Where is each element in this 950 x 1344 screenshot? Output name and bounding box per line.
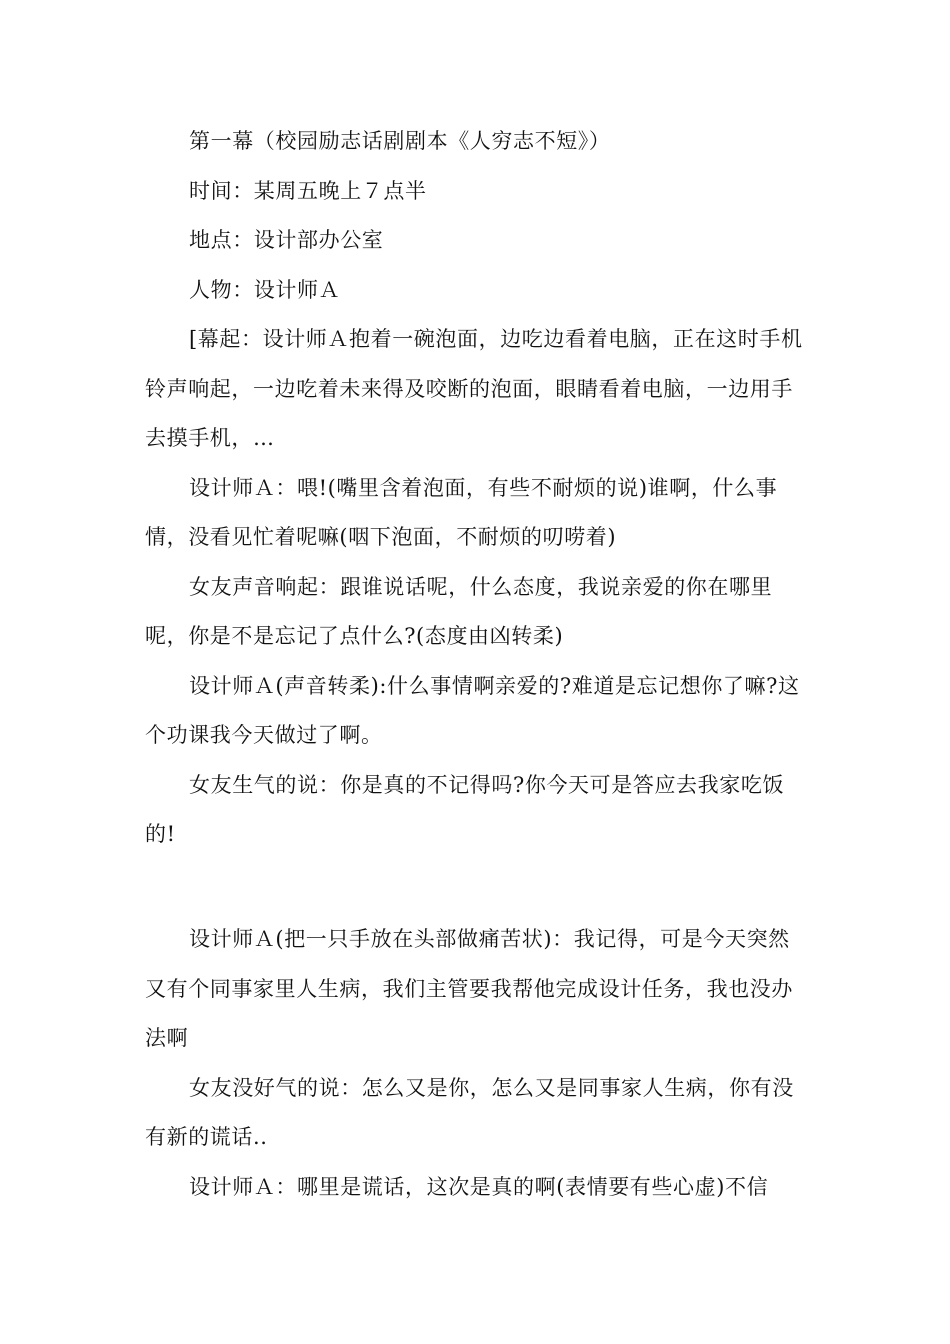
time-line: 时间：某周五晚上７点半: [189, 178, 427, 203]
script-section-2: [145, 915, 810, 1212]
dialogue-line: 设计师Ａ：哪里是谎话，这次是真的啊(表情要有些心虚)不信: [189, 1174, 769, 1199]
script-section-1: [145, 315, 810, 860]
location-line: 地点：设计部办公室: [189, 228, 384, 252]
script-header: [145, 117, 810, 315]
dialogue-line: 女友声音响起：跟谁说话呢，什么态度，我说亲爱的你在哪里呢，你是不是忘记了点什么?(态度由凶转柔): [145, 574, 773, 648]
stage-direction: [幕起：设计师Ａ抱着一碗泡面，边吃边看着电脑，正在这时手机铃声响起，一边吃着未来得及咬断的泡面，眼睛看着电脑，一边用手去摸手机，…: [145, 327, 803, 450]
dialogue-line: 设计师Ａ：喂!(嘴里含着泡面，有些不耐烦的说)谁啊，什么事情，没看见忙着呢嘛(咽下泡面，不耐烦的叨唠着): [145, 475, 778, 549]
dialogue-line: 设计师Ａ(声音转柔):什么事情啊亲爱的?难道是忘记想你了嘛?这个功课我今天做过了啊。: [145, 673, 800, 747]
dialogue-line: 设计师Ａ(把一只手放在头部做痛苦状)：我记得，可是今天突然又有个同事家里人生病，我们主管要我帮他完成设计任务，我也没办法啊: [145, 927, 793, 1050]
characters-line: 人物：设计师Ａ: [189, 277, 341, 302]
dialogue-line: 女友没好气的说：怎么又是你，怎么又是同事家人生病，你有没有新的谎话..: [145, 1075, 794, 1149]
act-title: 第一幕（校园励志话剧剧本《人穷志不短》）: [189, 129, 611, 153]
dialogue-line: 女友生气的说：你是真的不记得吗?你今天可是答应去我家吃饭的!: [145, 772, 785, 846]
